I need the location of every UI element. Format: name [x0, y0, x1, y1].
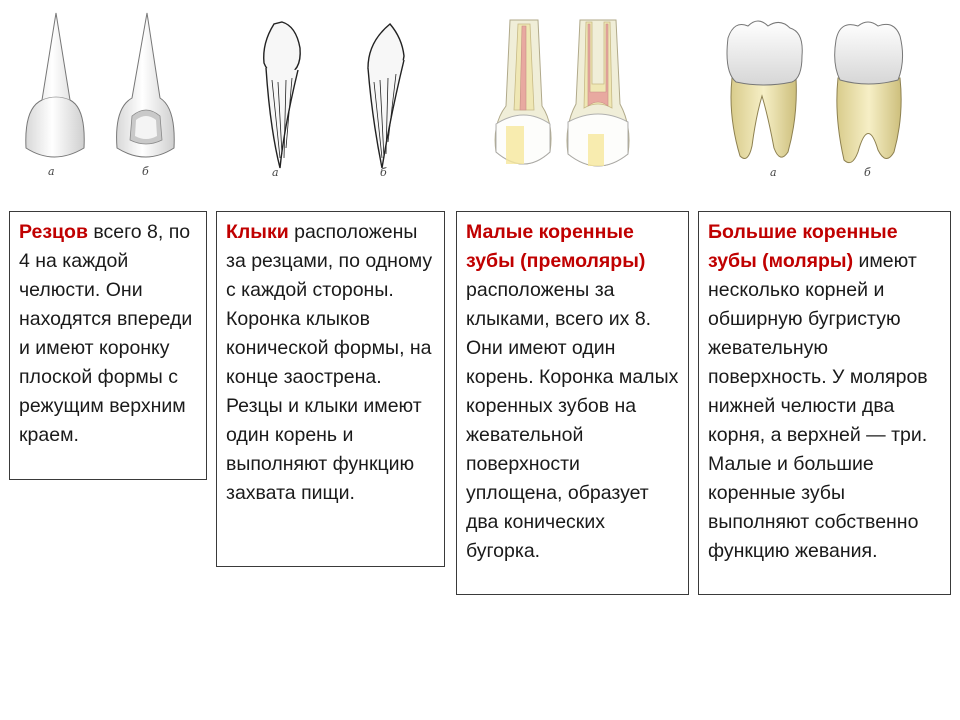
premolars-description: расположены за клыками, всего их 8. Они имеют один корень. Коронка малых коренных зубов на жевательной поверхности уплощена, образует два конических бугорка. — [466, 279, 679, 562]
premolars-term: Малые коренные зубы (премоляры) — [466, 221, 646, 272]
molars-description: имеют несколько корней и обширную бугристую жевательную поверхность. У моляров нижней челюсти два корня, а верхней — три. Малые и большие коренные зубы выполняют собственно функцию жевания. — [708, 250, 928, 562]
molar-a-figure — [727, 21, 802, 158]
canine-label-b: б — [380, 166, 387, 179]
canines-illustration — [250, 18, 430, 180]
premolars-card — [456, 211, 689, 595]
premolars-illustration — [488, 14, 653, 180]
incisors-description: всего 8, по 4 на каждой челюсти. Они находятся впереди и имеют коронку плоской формы с режущим верхним краем. — [19, 221, 193, 446]
molars-term: Большие коренные зубы (моляры) — [708, 221, 898, 272]
canines-card — [216, 211, 445, 567]
incisor-a-figure — [26, 13, 84, 157]
canines-description: расположены за резцами, по одному с каждой стороны. Коронка клыков конической формы, на конце заострена. Резцы и клыки имеют один корень и выполняют функцию захвата пищи. — [226, 221, 433, 504]
molar-label-a: а — [770, 166, 777, 179]
incisor-label-b: б — [142, 165, 149, 178]
canine-label-a: а — [272, 166, 279, 179]
canines-term: Клыки — [226, 221, 289, 243]
molar-b-figure — [835, 22, 903, 163]
molars-card — [698, 211, 951, 595]
incisors-term: Резцов — [19, 221, 88, 243]
canine-a-figure — [264, 22, 300, 168]
canine-b-figure — [368, 24, 404, 168]
premolar-b-figure — [567, 20, 629, 166]
incisor-b-figure — [117, 13, 175, 157]
premolar-a-figure — [495, 20, 551, 164]
incisors-illustration — [14, 8, 194, 180]
molars-illustration — [718, 16, 918, 180]
molar-label-b: б — [864, 166, 871, 179]
incisor-label-a: а — [48, 165, 55, 178]
incisors-card — [9, 211, 207, 480]
